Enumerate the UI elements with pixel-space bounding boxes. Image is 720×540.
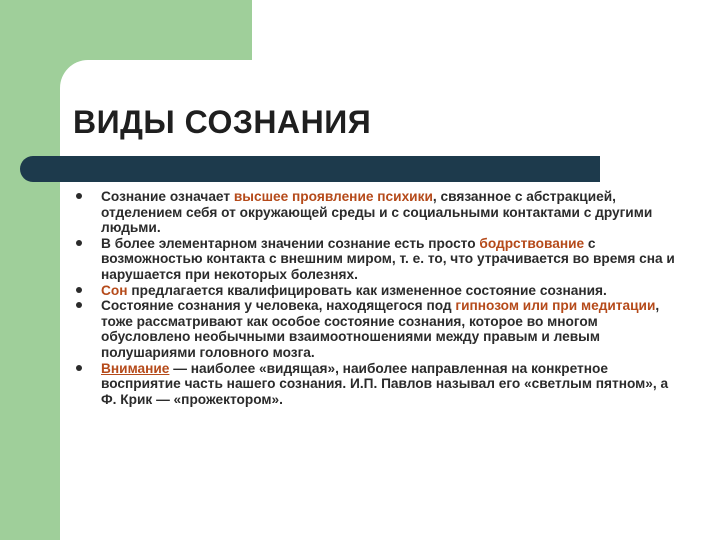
bullet-item-consciousness — [76, 189, 676, 236]
bullet-item-attention — [76, 361, 676, 408]
highlight-term-link: Внимание — [101, 360, 170, 376]
highlight-term: гипнозом или при медитации — [455, 298, 656, 314]
title-underline-bar — [20, 156, 600, 182]
bullet-item-hypnosis — [76, 298, 676, 360]
highlight-term: высшее проявление психики — [233, 189, 433, 204]
bullet-dot-icon — [76, 302, 82, 308]
bullet-text: , тоже рассматривают как особое состояние сознания, которое во многом обусловлено необычными взаимоотношениями между правым и левым полушариями головного мозга. — [101, 298, 660, 360]
bullet-text: , связанное с абстракцией, отделением себя от окружающей среды и с социальными контактами с другими людьми. — [101, 189, 653, 236]
highlight-term: бодрствование — [479, 235, 585, 251]
highlight-term: Сон — [101, 282, 128, 298]
bullet-dot-icon — [76, 240, 82, 246]
bullet-dot-icon — [76, 193, 82, 199]
bullet-text: с возможностью контакта с внешним миром, т. е. то, что утрачивается во время сна и нарушается при некоторых болезнях. — [101, 235, 675, 282]
bullet-dot-icon — [76, 365, 82, 371]
bullet-text: — наиболее «видящая», наиболее направленная на конкретное восприятие часть нашего сознания. И.П. Павлов называл его «светлым пятном», а Ф. Крик — «прожектором». — [101, 360, 669, 407]
slide-title: ВИДЫ СОЗНАНИЯ — [73, 104, 372, 140]
bullet-text: В более элементарном значении сознание есть просто — [101, 235, 480, 251]
bullet-text: Сознание означает — [101, 189, 234, 204]
bullet-item-wakefulness — [76, 236, 676, 283]
bullet-text: Состояние сознания у человека, находящегося под — [101, 298, 456, 314]
bullet-dot-icon — [76, 287, 82, 293]
bullet-item-sleep — [76, 283, 676, 299]
bullet-text: предлагается квалифицировать как измененное состояние сознания. — [127, 282, 607, 298]
bullet-list — [76, 189, 676, 407]
